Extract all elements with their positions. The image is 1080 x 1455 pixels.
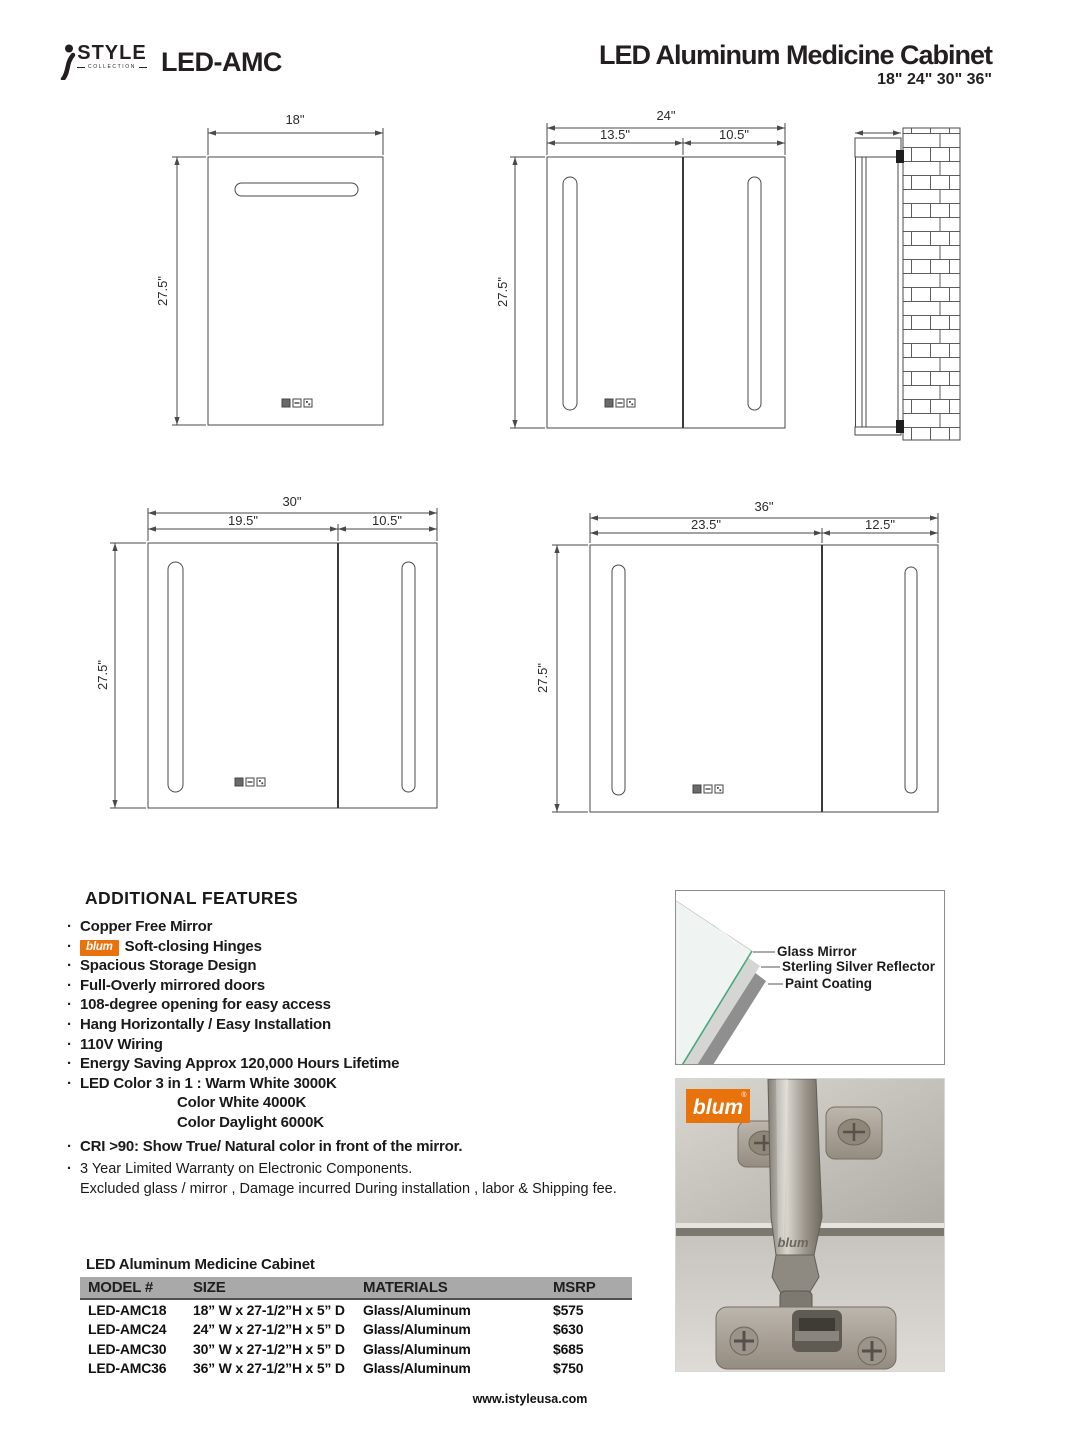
right-door-dimension-label: 10.5" bbox=[719, 127, 749, 142]
drawing-side-view bbox=[845, 105, 975, 450]
hinge-embossed-text: blum bbox=[777, 1235, 809, 1250]
right-door-dimension-label: 12.5" bbox=[865, 517, 895, 532]
width-dimension-label: 30" bbox=[282, 495, 302, 509]
feature-item: · LED Color 3 in 1 : Warm White 3000K bbox=[65, 1074, 665, 1094]
feature-item: · Energy Saving Approx 120,000 Hours Lifetime bbox=[65, 1054, 665, 1074]
istyle-person-icon bbox=[60, 44, 77, 80]
document-title-block bbox=[599, 40, 992, 89]
height-dimension-label: 27.5" bbox=[535, 663, 550, 693]
feature-item: · Copper Free Mirror bbox=[65, 917, 665, 937]
right-door-dimension-label: 10.5" bbox=[372, 513, 402, 528]
led-strip-left bbox=[563, 177, 577, 410]
drawing-cabinet-36 bbox=[530, 495, 950, 825]
led-strip-right bbox=[748, 177, 761, 410]
feature-item: · 110V Wiring bbox=[65, 1035, 665, 1055]
hinge-boot bbox=[772, 1255, 819, 1295]
height-dimension-label: 27.5" bbox=[495, 277, 510, 307]
col-materials: MATERIALS bbox=[363, 1279, 448, 1296]
blum-logo-badge: blum bbox=[80, 940, 119, 956]
logo-collection-text: COLLECTION bbox=[77, 64, 147, 70]
led-strip-right bbox=[402, 562, 415, 792]
height-dimension-label: 27.5" bbox=[155, 276, 170, 306]
product-code: LED-AMC bbox=[160, 47, 282, 77]
width-dimension-label: 18" bbox=[285, 112, 305, 127]
paint-coating-label: Paint Coating bbox=[785, 976, 872, 991]
website-url: www.istyleusa.com bbox=[472, 1392, 588, 1406]
cabinet-outline bbox=[590, 545, 938, 812]
logo-brand-text: STYLE bbox=[77, 42, 147, 64]
registered-mark: ® bbox=[741, 1092, 747, 1099]
table-header-row bbox=[80, 1277, 632, 1300]
left-door-dimension-label: 23.5" bbox=[691, 517, 721, 532]
feature-item-continuation: Color White 4000K bbox=[177, 1094, 307, 1112]
page-title: LED Aluminum Medicine Cabinet bbox=[598, 40, 992, 70]
width-dimension-label: 36" bbox=[754, 499, 774, 514]
table-title: LED Aluminum Medicine Cabinet bbox=[86, 1256, 315, 1273]
touch-controls-icon bbox=[693, 785, 723, 793]
led-strip-left bbox=[612, 565, 625, 795]
feature-item: · blum Soft-closing Hinges bbox=[65, 937, 665, 957]
spec-table bbox=[80, 1256, 632, 1378]
table-row: LED-AMC36 36” W x 27-1/2”H x 5” D Glass/Aluminum $750 bbox=[88, 1360, 584, 1377]
drawing-cabinet-24 bbox=[495, 105, 805, 440]
hinge-photo-graphic bbox=[676, 1079, 944, 1371]
feature-item: · 108-degree opening for easy access bbox=[65, 995, 665, 1015]
brand-logo bbox=[60, 44, 282, 80]
mirror-layers-graphic bbox=[676, 891, 944, 1064]
cabinet-outline bbox=[547, 157, 785, 428]
drawing-cabinet-30 bbox=[95, 495, 455, 820]
features-heading: ADDITIONAL FEATURES bbox=[85, 888, 299, 908]
width-dimension-label: 24" bbox=[656, 108, 676, 123]
hinge-photo bbox=[675, 1078, 945, 1372]
touch-controls-icon bbox=[605, 399, 635, 407]
col-size: SIZE bbox=[193, 1279, 226, 1296]
col-model: MODEL # bbox=[88, 1279, 154, 1296]
feature-item: · Full-Overly mirrored doors bbox=[65, 976, 665, 996]
features-list bbox=[65, 917, 665, 1199]
feature-item: · Spacious Storage Design bbox=[65, 956, 665, 976]
feature-item-continuation: Excluded glass / mirror , Damage incurred During installation , labor & Shipping fee. bbox=[80, 1180, 617, 1197]
cabinet-outline bbox=[148, 543, 437, 808]
glass-mirror-label: Glass Mirror bbox=[777, 944, 857, 959]
touch-controls-icon bbox=[235, 778, 265, 786]
cabinet-outline bbox=[208, 157, 383, 425]
height-dimension-label: 27.5" bbox=[95, 660, 110, 690]
cabinet-top-profile bbox=[855, 138, 901, 157]
wall-bracket-bottom bbox=[896, 420, 904, 433]
istyle-wordmark bbox=[77, 44, 147, 70]
led-strip-left bbox=[168, 562, 183, 792]
left-door-dimension-label: 13.5" bbox=[600, 127, 630, 142]
wall-bracket-top bbox=[896, 150, 904, 163]
table-row: LED-AMC24 24” W x 27-1/2”H x 5” D Glass/Aluminum $630 bbox=[88, 1321, 584, 1338]
led-strip-horizontal bbox=[235, 183, 358, 196]
feature-item-continuation: Color Daylight 6000K bbox=[177, 1113, 324, 1131]
drawing-cabinet-18 bbox=[140, 105, 400, 435]
table-row: LED-AMC18 18” W x 27-1/2”H x 5” D Glass/Aluminum $575 bbox=[88, 1301, 584, 1318]
brick-wall bbox=[903, 128, 960, 440]
left-door-dimension-label: 19.5" bbox=[228, 513, 258, 528]
blum-logo-text: blum bbox=[692, 1096, 744, 1119]
blum-logo-badge bbox=[686, 1089, 750, 1123]
mirror-layers-diagram bbox=[675, 890, 945, 1065]
feature-item: · 3 Year Limited Warranty on Electronic Components. bbox=[65, 1160, 665, 1180]
additional-features-section bbox=[65, 888, 665, 1199]
hinge-arm bbox=[768, 1079, 822, 1255]
feature-item: · Hang Horizontally / Easy Installation bbox=[65, 1015, 665, 1035]
silver-reflector-label: Sterling Silver Reflector bbox=[782, 959, 936, 974]
led-strip-right bbox=[905, 567, 917, 793]
touch-controls-icon bbox=[282, 399, 312, 407]
col-msrp: MSRP bbox=[553, 1279, 596, 1296]
cabinet-bottom-profile bbox=[855, 427, 901, 435]
table-row: LED-AMC30 30” W x 27-1/2”H x 5” D Glass/Aluminum $685 bbox=[88, 1340, 584, 1357]
feature-item: · CRI >90: Show True/ Natural color in front of the mirror. bbox=[65, 1137, 665, 1157]
available-sizes: 18" 24" 30" 36" bbox=[877, 71, 992, 88]
